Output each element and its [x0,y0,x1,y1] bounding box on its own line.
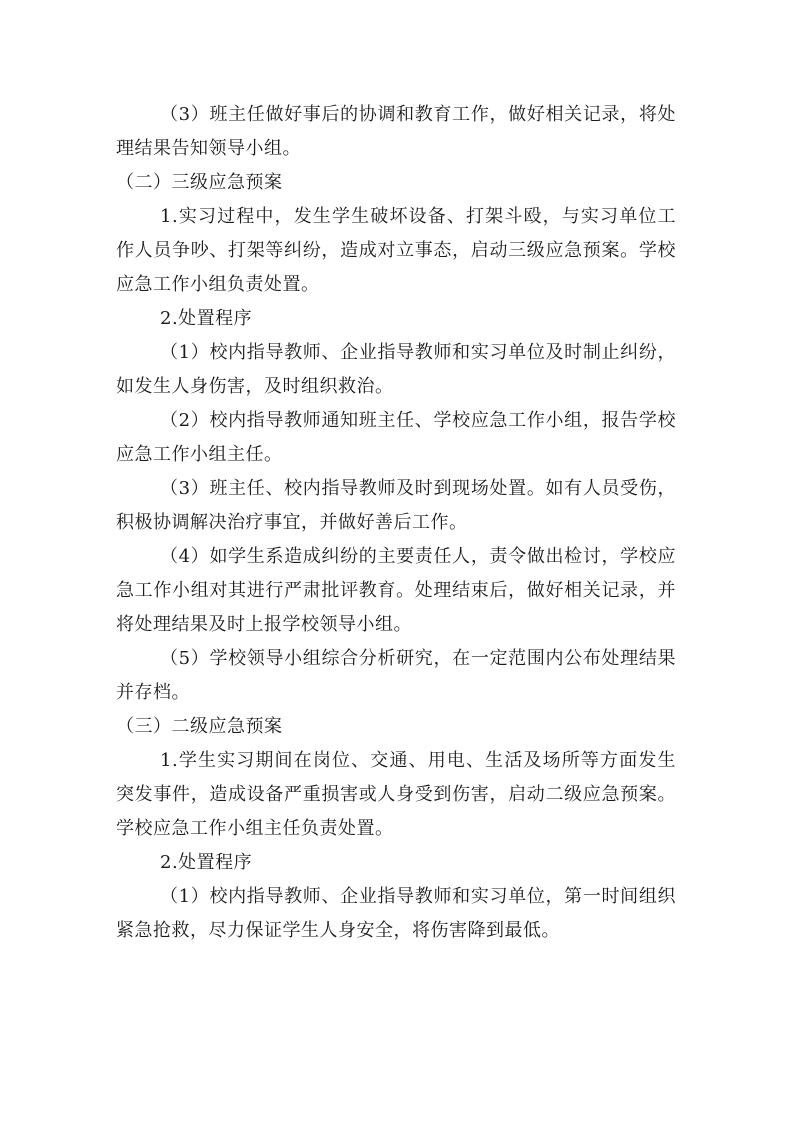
paragraph-step-3: （3）班主任、校内指导教师及时到现场处置。如有人员受伤，积极协调解决治疗事宜，并做好善后工作。 [116,478,676,533]
paragraph-level-2-trigger: 1.学生实习期间在岗位、交通、用电、生活及场所等方面发生突发事件，造成设备严重损害或人身受到伤害，启动二级应急预案。学校应急工作小组主任负责处置。 [116,750,676,839]
paragraph-level-3-trigger: 1.实习过程中，发生学生破坏设备、打架斗殴，与实习单位工作人员争吵、打架等纠纷，造成对立事态，启动三级应急预案。学校应急工作小组负责处置。 [116,206,676,295]
paragraph-step-5: （5）学校领导小组综合分析研究，在一定范围内公布处理结果并存档。 [116,648,676,703]
subheading-procedure: 2.处置程序 [160,852,253,873]
document-page [116,98,676,948]
paragraph-step-2: （2）校内指导教师通知班主任、学校应急工作小组，报告学校应急工作小组主任。 [116,410,676,465]
section-heading-level-2-plan: （三）二级应急预案 [116,716,283,737]
paragraph-class-teacher-followup: （3）班主任做好事后的协调和教育工作，做好相关记录，将处理结果告知领导小组。 [116,104,676,159]
paragraph-emergency-rescue: （1）校内指导教师、企业指导教师和实习单位，第一时间组织紧急抢救，尽力保证学生人身安全，将伤害降到最低。 [116,886,676,941]
section-heading-level-3-plan: （二）三级应急预案 [116,172,283,193]
paragraph-step-1: （1）校内指导教师、企业指导教师和实习单位及时制止纠纷，如发生人身伤害，及时组织救治。 [116,342,676,397]
subheading-procedure: 2.处置程序 [160,308,253,329]
paragraph-step-4: （4）如学生系造成纠纷的主要责任人，责令做出检讨，学校应急工作小组对其进行严肃批评教育。处理结束后，做好相关记录，并将处理结果及时上报学校领导小组。 [116,546,676,635]
